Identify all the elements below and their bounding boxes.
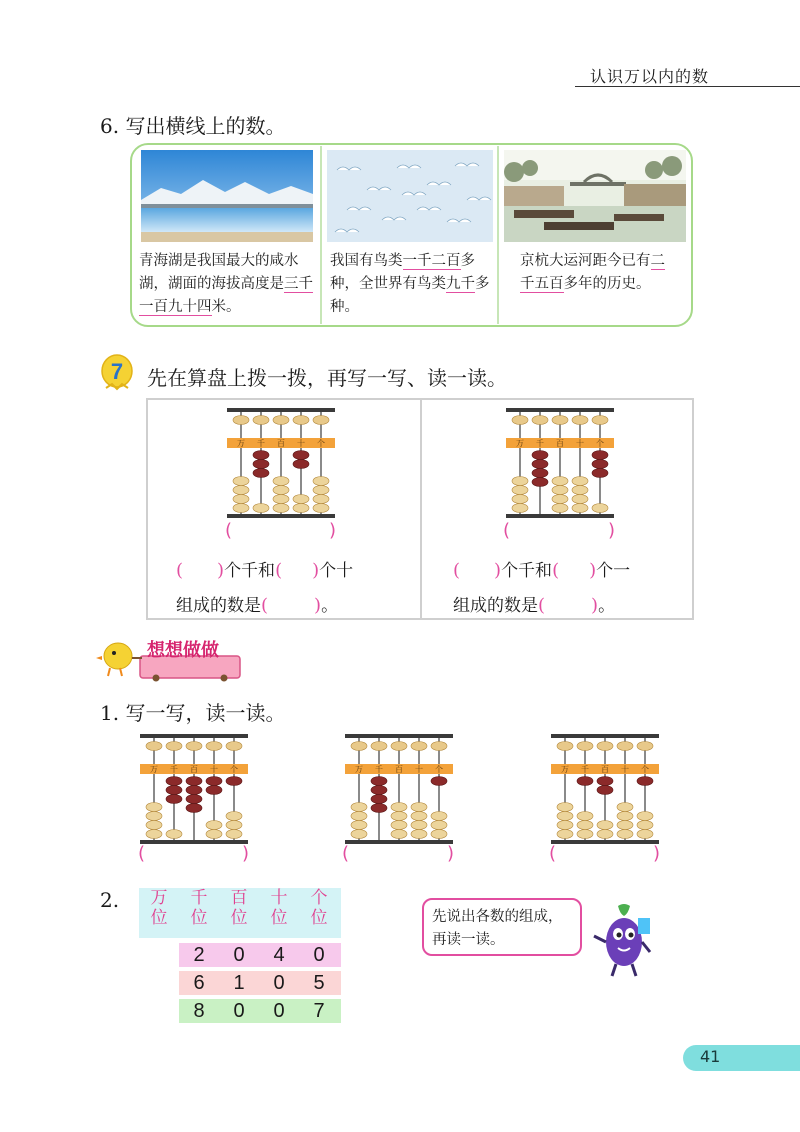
- abacus-counted-bead: [186, 786, 202, 795]
- abacus-idle-bead: [206, 830, 222, 839]
- q7-left-line1: ( )个千和( )个十: [176, 560, 354, 581]
- abacus-idle-bead: [146, 821, 162, 830]
- abacus-idle-bead: [592, 504, 608, 513]
- abacus-upper-bead: [253, 416, 269, 425]
- abacus-idle-bead: [273, 495, 289, 504]
- abacus-idle-bead: [293, 504, 309, 513]
- abacus-counted-bead: [206, 786, 222, 795]
- lake-photo: [141, 150, 313, 242]
- table-row: 8 0 0 7: [179, 999, 341, 1023]
- abacus-idle-bead: [233, 504, 249, 513]
- q7-right-line1: ( )个千和( )个一: [453, 560, 631, 581]
- abacus-counted-bead: [186, 804, 202, 813]
- speech-bubble: 先说出各数的组成，再读一读。: [422, 898, 582, 956]
- abacus-idle-bead: [597, 821, 613, 830]
- abacus-counted-bead: [597, 786, 613, 795]
- abacus-idle-bead: [273, 504, 289, 513]
- abacus-place-label: 百: [277, 439, 285, 448]
- abacus-place-label: 千: [375, 765, 383, 774]
- abacus-counted-bead: [166, 795, 182, 804]
- abacus-idle-bead: [206, 821, 222, 830]
- abacus-idle-bead: [391, 803, 407, 812]
- abacus-idle-bead: [431, 821, 447, 830]
- answer-paren-open: (: [225, 520, 233, 541]
- abacus-counted-bead: [253, 469, 269, 478]
- eggplant-mascot-icon: [588, 902, 658, 980]
- abacus-idle-bead: [617, 821, 633, 830]
- answer-paren-open: (: [549, 843, 557, 864]
- abacus-idle-bead: [146, 803, 162, 812]
- abacus-place-label: 个: [596, 439, 604, 448]
- abacus-place-label: 十: [415, 765, 423, 774]
- abacus-counted-bead: [166, 777, 182, 786]
- abacus-counted-bead: [371, 804, 387, 813]
- ex1-title: 1. 写一写，读一读。: [100, 701, 286, 725]
- abacus-counted-bead: [431, 777, 447, 786]
- abacus-top-bar: [140, 734, 248, 738]
- abacus-place-label: 万: [516, 439, 524, 448]
- abacus-idle-bead: [557, 803, 573, 812]
- abacus-idle-bead: [273, 477, 289, 486]
- abacus-idle-bead: [293, 495, 309, 504]
- abacus-idle-bead: [557, 812, 573, 821]
- abacus-place-label: 百: [556, 439, 564, 448]
- abacus-place-label: 个: [641, 765, 649, 774]
- abacus-counted-bead: [592, 469, 608, 478]
- abacus-upper-bead: [146, 742, 162, 751]
- abacus-idle-bead: [617, 803, 633, 812]
- abacus-upper-bead: [557, 742, 573, 751]
- abacus-counted-bead: [592, 460, 608, 469]
- abacus-ex1-b[interactable]: [345, 732, 453, 846]
- abacus-upper-bead: [226, 742, 242, 751]
- q7-left-line2: 组成的数是( )。: [176, 595, 339, 616]
- abacus-idle-bead: [166, 830, 182, 839]
- abacus-idle-bead: [253, 504, 269, 513]
- abacus-idle-bead: [233, 486, 249, 495]
- abacus-counted-bead: [532, 460, 548, 469]
- abacus-place-label: 千: [536, 439, 544, 448]
- page-number: 41: [700, 1047, 721, 1066]
- abacus-counted-bead: [637, 777, 653, 786]
- abacus-q7-left[interactable]: [227, 406, 335, 520]
- q7-divider: [420, 400, 422, 618]
- abacus-counted-bead: [371, 786, 387, 795]
- abacus-upper-bead: [313, 416, 329, 425]
- answer-paren-open: (: [138, 843, 146, 864]
- abacus-place-label: 百: [601, 765, 609, 774]
- abacus-counted-bead: [293, 451, 309, 460]
- abacus-bottom-bar: [140, 840, 248, 844]
- abacus-upper-bead: [617, 742, 633, 751]
- abacus-ex1-c[interactable]: [551, 732, 659, 846]
- abacus-idle-bead: [313, 495, 329, 504]
- abacus-top-bar: [227, 408, 335, 412]
- abacus-idle-bead: [572, 504, 588, 513]
- answer-paren-close: ): [329, 520, 337, 541]
- abacus-counted-bead: [293, 460, 309, 469]
- abacus-idle-bead: [391, 830, 407, 839]
- abacus-idle-bead: [411, 830, 427, 839]
- abacus-idle-bead: [552, 486, 568, 495]
- abacus-idle-bead: [146, 830, 162, 839]
- abacus-idle-bead: [313, 504, 329, 513]
- abacus-idle-bead: [557, 830, 573, 839]
- answer-paren-open: (: [503, 520, 511, 541]
- abacus-counted-bead: [592, 451, 608, 460]
- abacus-counted-bead: [226, 777, 242, 786]
- abacus-upper-bead: [431, 742, 447, 751]
- abacus-top-bar: [345, 734, 453, 738]
- table-row: 6 1 0 5: [179, 971, 341, 995]
- abacus-idle-bead: [512, 504, 528, 513]
- abacus-counted-bead: [532, 451, 548, 460]
- q6-caption-2: 我国有鸟类一千二百多种，全世界有鸟类九千多种。: [330, 253, 490, 315]
- abacus-place-label: 万: [355, 765, 363, 774]
- abacus-upper-bead: [592, 416, 608, 425]
- abacus-upper-bead: [597, 742, 613, 751]
- abacus-idle-bead: [411, 803, 427, 812]
- abacus-idle-bead: [351, 812, 367, 821]
- abacus-idle-bead: [552, 504, 568, 513]
- q6-title: 6. 写出横线上的数。: [100, 114, 286, 138]
- abacus-bottom-bar: [345, 840, 453, 844]
- abacus-counted-bead: [186, 777, 202, 786]
- abacus-counted-bead: [532, 469, 548, 478]
- abacus-upper-bead: [166, 742, 182, 751]
- abacus-idle-bead: [512, 477, 528, 486]
- abacus-place-label: 个: [317, 439, 325, 448]
- abacus-upper-bead: [371, 742, 387, 751]
- abacus-idle-bead: [233, 495, 249, 504]
- abacus-upper-bead: [411, 742, 427, 751]
- place-value-header: 万 位 千 位 百 位 十 位 个 位: [139, 888, 341, 938]
- abacus-counted-bead: [206, 777, 222, 786]
- abacus-upper-bead: [233, 416, 249, 425]
- abacus-place-label: 百: [395, 765, 403, 774]
- abacus-place-label: 万: [561, 765, 569, 774]
- answer-paren-open: (: [342, 843, 350, 864]
- abacus-upper-bead: [572, 416, 588, 425]
- abacus-bottom-bar: [506, 514, 614, 518]
- birds-photo: [327, 150, 493, 242]
- q6-caption-1: 青海湖是我国最大的咸水湖，湖面的海拔高度是三千一百九十四米。: [139, 253, 313, 315]
- answer-paren-close: ): [242, 843, 250, 864]
- abacus-place-label: 十: [576, 439, 584, 448]
- q7-title: 先在算盘上拨一拨，再写一写、读一读。: [147, 366, 507, 390]
- abacus-top-bar: [506, 408, 614, 412]
- abacus-idle-bead: [226, 821, 242, 830]
- abacus-upper-bead: [512, 416, 528, 425]
- abacus-upper-bead: [273, 416, 289, 425]
- abacus-idle-bead: [637, 830, 653, 839]
- abacus-bottom-bar: [227, 514, 335, 518]
- abacus-bottom-bar: [551, 840, 659, 844]
- q6-divider: [320, 146, 322, 324]
- abacus-place-label: 万: [150, 765, 158, 774]
- abacus-place-label: 千: [170, 765, 178, 774]
- abacus-upper-bead: [351, 742, 367, 751]
- abacus-idle-bead: [617, 812, 633, 821]
- abacus-idle-bead: [572, 477, 588, 486]
- abacus-counted-bead: [577, 777, 593, 786]
- abacus-q7-right[interactable]: [506, 406, 614, 520]
- abacus-counted-bead: [371, 777, 387, 786]
- abacus-idle-bead: [552, 495, 568, 504]
- abacus-upper-bead: [206, 742, 222, 751]
- ex2-title: 2.: [100, 888, 120, 912]
- answer-paren-close: ): [653, 843, 661, 864]
- abacus-upper-bead: [552, 416, 568, 425]
- abacus-idle-bead: [577, 812, 593, 821]
- header-rule: [575, 86, 800, 87]
- abacus-idle-bead: [226, 812, 242, 821]
- abacus-idle-bead: [637, 812, 653, 821]
- abacus-place-label: 十: [621, 765, 629, 774]
- abacus-place-label: 十: [210, 765, 218, 774]
- example-7-badge: [100, 352, 134, 392]
- abacus-counted-bead: [253, 451, 269, 460]
- abacus-idle-bead: [512, 486, 528, 495]
- q6-caption-3: 京杭大运河距今已有二千五百多年的历史。: [520, 253, 665, 292]
- abacus-idle-bead: [313, 486, 329, 495]
- section-title-xiangxiang: 想想做做: [147, 640, 219, 661]
- header-title: 认识万以内的数: [590, 67, 710, 86]
- abacus-ex1-a[interactable]: [140, 732, 248, 846]
- q7-right-line2: 组成的数是( )。: [453, 595, 616, 616]
- abacus-idle-bead: [273, 486, 289, 495]
- abacus-idle-bead: [552, 477, 568, 486]
- abacus-idle-bead: [313, 477, 329, 486]
- abacus-place-label: 个: [435, 765, 443, 774]
- abacus-idle-bead: [512, 495, 528, 504]
- abacus-idle-bead: [597, 830, 613, 839]
- abacus-idle-bead: [557, 821, 573, 830]
- abacus-idle-bead: [577, 821, 593, 830]
- abacus-idle-bead: [351, 830, 367, 839]
- abacus-place-label: 个: [230, 765, 238, 774]
- abacus-counted-bead: [186, 795, 202, 804]
- abacus-upper-bead: [532, 416, 548, 425]
- abacus-counted-bead: [532, 478, 548, 487]
- abacus-idle-bead: [351, 803, 367, 812]
- abacus-idle-bead: [391, 821, 407, 830]
- answer-paren-close: ): [447, 843, 455, 864]
- answer-paren-close: ): [608, 520, 616, 541]
- abacus-counted-bead: [253, 460, 269, 469]
- abacus-idle-bead: [351, 821, 367, 830]
- q6-divider: [497, 146, 499, 324]
- abacus-idle-bead: [233, 477, 249, 486]
- abacus-place-label: 千: [581, 765, 589, 774]
- abacus-idle-bead: [572, 486, 588, 495]
- abacus-place-label: 千: [257, 439, 265, 448]
- abacus-idle-bead: [577, 830, 593, 839]
- abacus-counted-bead: [597, 777, 613, 786]
- abacus-upper-bead: [391, 742, 407, 751]
- abacus-place-label: 百: [190, 765, 198, 774]
- canal-photo: [504, 150, 686, 242]
- table-row: 2 0 4 0: [179, 943, 341, 967]
- abacus-idle-bead: [226, 830, 242, 839]
- abacus-idle-bead: [572, 495, 588, 504]
- abacus-idle-bead: [431, 830, 447, 839]
- abacus-upper-bead: [637, 742, 653, 751]
- abacus-place-label: 万: [237, 439, 245, 448]
- abacus-idle-bead: [617, 830, 633, 839]
- abacus-place-label: 十: [297, 439, 305, 448]
- svg-text:7: 7: [110, 359, 124, 384]
- abacus-idle-bead: [146, 812, 162, 821]
- abacus-upper-bead: [577, 742, 593, 751]
- abacus-idle-bead: [637, 821, 653, 830]
- abacus-counted-bead: [371, 795, 387, 804]
- abacus-idle-bead: [431, 812, 447, 821]
- abacus-counted-bead: [166, 786, 182, 795]
- abacus-idle-bead: [411, 821, 427, 830]
- abacus-idle-bead: [391, 812, 407, 821]
- abacus-top-bar: [551, 734, 659, 738]
- abacus-upper-bead: [293, 416, 309, 425]
- abacus-idle-bead: [411, 812, 427, 821]
- abacus-upper-bead: [186, 742, 202, 751]
